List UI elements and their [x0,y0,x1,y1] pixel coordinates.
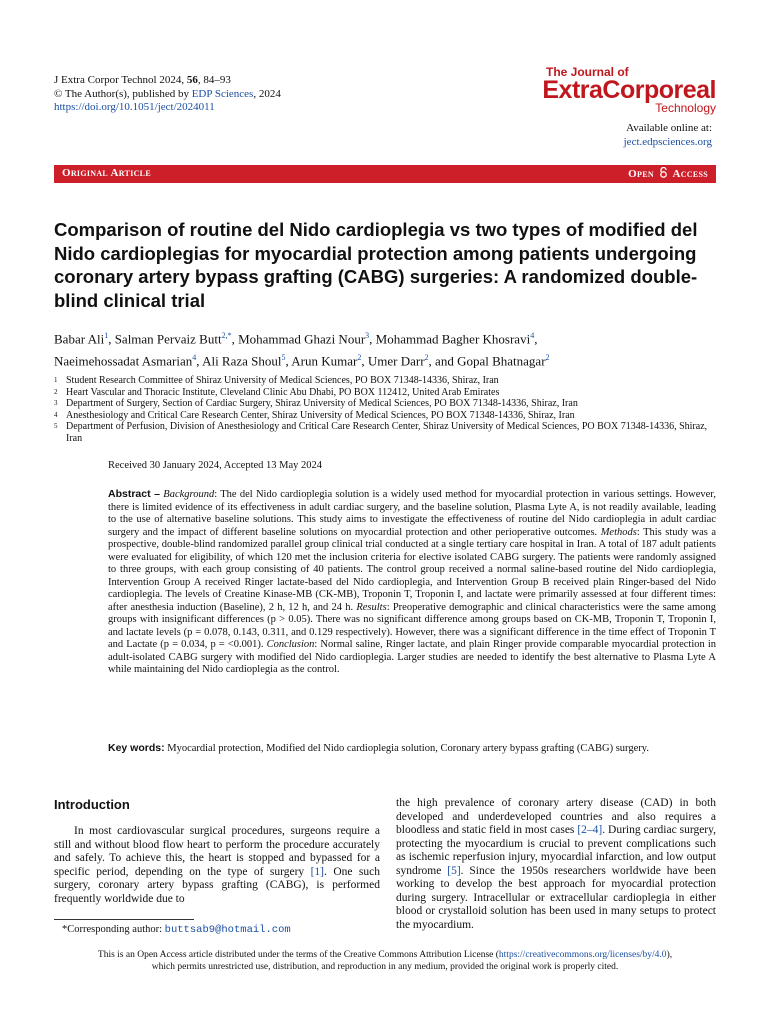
author-affiliation-mark[interactable]: 5 [281,353,286,363]
affiliation-item: 2 Heart Vascular and Thoracic Institute, Cleveland Clinic Abu Dhabi, PO BOX 112412, United Arab Emirates [54,386,500,398]
author-name: Umer Darr [367,353,425,369]
author-list: Babar Ali$^1$, Salman Pervaiz Butt$^{2,*}$, Mohammad Ghazi Nour$^3$, Mohammad Bagher Khosravi$^4$, Naeimehossadat Asmarian$^4$, Ali Raza Shoul$^5$, Arun Kumar$^2$, Umer Darr$^2$, and Gopal Bhatnagar$^2$ [54,331,550,369]
citation-link[interactable]: [1] [310,865,325,878]
author-name: Arun Kumar [291,353,358,369]
author-name: Mohammad Ghazi Nour [238,331,366,347]
affiliations [54,375,716,444]
author-name: Naeimehossadat Asmarian [54,353,193,369]
section-heading-introduction: Introduction [54,797,130,812]
author-name: Ali Raza Shoul [202,353,282,369]
abstract: Abstract – Background: The del Nido cardioplegia solution is a widely used method for myocardial protection in various settings. However, there is limited evidence of its effectiveness in adult cardiac surgery, and the baseline solution, Plasma Lyte A, is not readily available, leading to the use of alternative baseline solutions. This study aims to investigate the effectiveness of routine del Nido cardioplegia in adult cardiac surgery and the impact of different baseline solutions on myocardial protection and other perioperative outcomes. Methods: This study was a prospective, double-blind randomized parallel group clinical trial conducted at a single tertiary care hospital in Iran. A total of 187 adult patients were evaluated for eligibility, of which 120 met the inclusion criteria for elective isolated CABG surgery. The patients were randomly assigned to three groups, with each group consisting of 40 patients. The control group received a normal saline-based routine del Nido cardioplegia, Intervention Group A received Ringer lactate-based del Nido cardioplegia, and Intervention Group B received plain Ringer-based del Nido cardioplegia. The levels of Creatine Kinase-MB (CK-MB), Troponin T, Troponin I, and lactate were primarily assessed at four different times: after anesthesia induction (Baseline), 2 h, 12 h, and 24 h. Results: Preoperative demographic and clinical characteristics were the same among groups with insignificant differences (p > 0.05). There was no significant difference among groups based on CK-MB, Troponin T, Troponin I, and lactate levels (p = 0.078, 0.143, 0.311, and 0.129 respectively). However, there was a significant difference in the time effect of Troponin T and Lactate (p = 0.034, p = <0.001). Conclusion: Normal saline, Ringer lactate, and plain Ringer provide comparable myocardial protection in adult-isolated CABG surgery with modified del Nido cardioplegia. Larger studies are needed to identify the best alternative to Plasma Lyte A while maintaining del Nido cardioplegia as the control. [108,488,717,675]
license-notice: This is an Open Access article distributed under the terms of the Creative Commons Attribution License (https://creativecommons.org/licenses/by/4.0), which permits unrestricted use, distribution, and reproduction in any medium, provided the original work is properly cited. [97,950,673,972]
affiliation-item: 5 Department of Perfusion, Division of Anesthesiology and Critical Care Research Center, Shiraz University of Medical Sciences, PO BOX 71348-14336, Shiraz, Iran [54,421,708,444]
citation-link[interactable]: [5] [447,864,461,877]
license-link[interactable]: https://creativecommons.org/licenses/by/4.0 [498,950,667,960]
footnote-rule [54,919,194,920]
author-affiliation-mark[interactable]: 2 [357,353,362,363]
article-title: Comparison of routine del Nido cardioplegia vs two types of modified del Nido cardioplegias for myocardial protection among patients undergoing coronary artery bypass grafting (CABG) surgeries: A randomized double-blind clinical trial [54,219,698,311]
author-name: Salman Pervaiz Butt [114,331,222,347]
author-name: Babar Ali [54,331,105,347]
author-name: Mohammad Bagher Khosravi [375,331,531,347]
journal-site-link[interactable]: ject.edpsciences.org [623,136,712,148]
corresponding-author: *Corresponding author: buttsab9@hotmail.com [62,924,291,936]
volume: 56 [186,74,198,86]
doi-link[interactable]: https://doi.org/10.1051/ject/2024011 [54,101,215,113]
article-type-banner [54,165,716,183]
open-access-badge: Open Access [628,168,708,180]
received-dates: Received 30 January 2024, Accepted 13 May 2024 [108,460,323,471]
intro-column-left: In most cardiovascular surgical procedures, surgeons require a still and without blood flow heart to perform the procedure accurately and safely. To achieve this, the heart is stopped and bypassed for a specific period, depending on the type of surgery [1]. One such surgery, coronary artery bypass grafting (CABG), is performed frequently worldwide due to [54,825,380,905]
citation-link[interactable]: [2–4] [577,824,603,836]
author-affiliation-mark[interactable]: 2 [424,353,429,363]
publisher-link[interactable]: EDP Sciences [191,87,254,100]
affiliation-item: 3 Department of Surgery, Section of Cardiac Surgery, Shiraz University of Medical Sciences, PO BOX 71348-14336, Shiraz, Iran [54,398,578,409]
author-affiliation-mark[interactable]: 2 [545,353,550,363]
intro-column-right: the high prevalence of coronary artery disease (CAD) in both developed and underdeveloped countries and also requires a bloodless and static field in most cases [2–4]. During cardiac surgery, protecting the myocardium is crucial to prevent complications such as ischemic reperfusion injury, myocardial infarction, and low output syndrome [5]. Since the 1950s researchers worldwide have been working to develop the best approach for myocardial protection during surgery. Intracellular or extracellular cardioplegia in either blood or crystalloid solution has been used in many setups to protect the myocardium. [396,797,717,931]
citation: J Extra Corpor Technol 2024, 56, 84–93 [54,74,231,86]
journal-logo: The Journal of ExtraCorporeal Technology [542,65,716,115]
keywords: Key words: Myocardial protection, Modified del Nido cardioplegia solution, Coronary artery bypass grafting (CABG) surgery. [108,742,649,754]
article-type: Original Article [62,167,151,179]
availability: Available online at: ject.edpsciences.org [623,122,712,148]
author-affiliation-mark[interactable]: 3 [365,331,370,340]
author-affiliation-mark[interactable]: 2,* [221,331,232,340]
copyright: © The Author(s), published by EDP Sciences, 2024 [54,87,281,100]
email-link[interactable]: buttsab9@hotmail.com [164,924,291,936]
affiliation-item: 4 Anesthesiology and Critical Care Research Center, Shiraz University of Medical Sciences, PO BOX 71348-14336, Shiraz, Iran [54,409,575,421]
author-affiliation-mark[interactable]: 4 [530,331,535,340]
affiliation-item: 1 Student Research Committee of Shiraz University of Medical Sciences, PO BOX 71348-14336, Shiraz, Iran [54,375,499,386]
author-affiliation-mark[interactable]: 1 [104,331,109,340]
author-affiliation-mark[interactable]: 4 [192,353,197,363]
journal-meta [54,74,281,115]
author-name: Gopal Bhatnagar [457,353,546,369]
open-lock-icon [659,167,668,178]
